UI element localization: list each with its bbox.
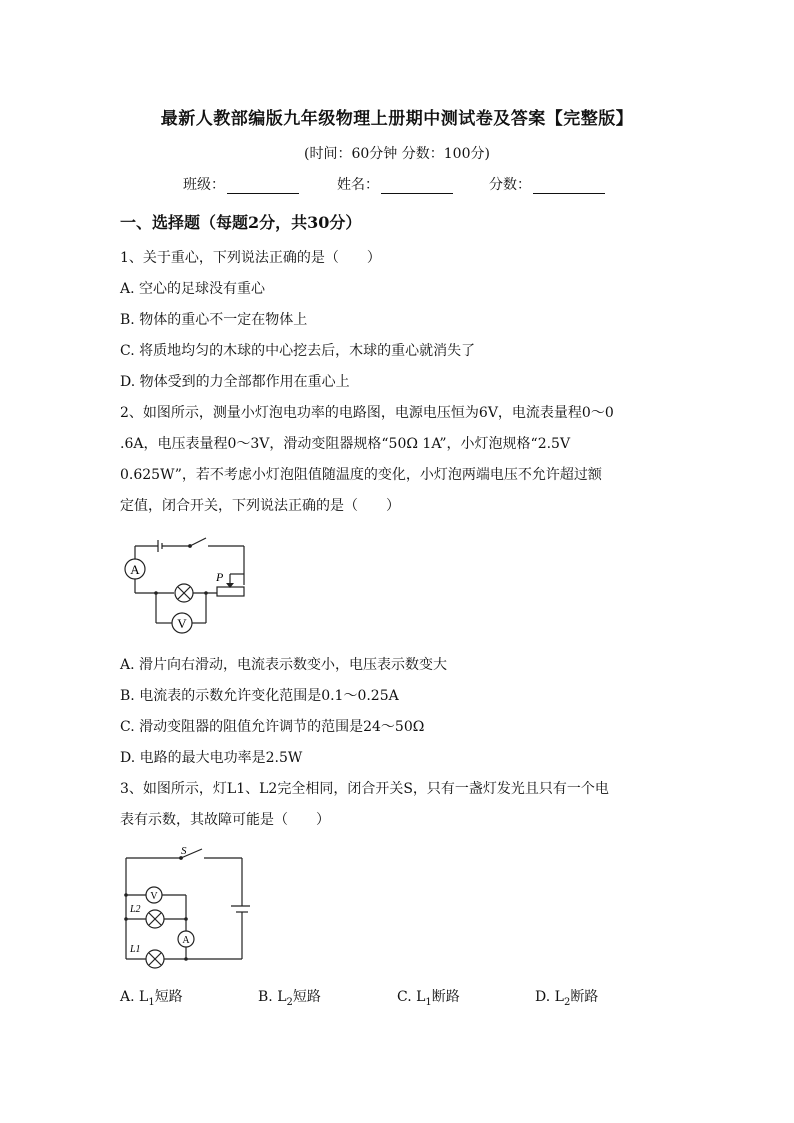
q2-option-c: C. 滑动变阻器的阻值允许调节的范围是24～50Ω xyxy=(120,719,425,735)
q2-stem-line-2: .6A，电压表量程0～3V，滑动变阻器规格“50Ω 1A”，小灯泡规格“2.5V xyxy=(120,436,571,452)
switch-label: S xyxy=(181,845,187,857)
q2-option-b: B. 电流表的示数允许变化范围是0.1～0.25A xyxy=(120,688,399,704)
q2-option-a: A. 滑片向右滑动，电流表示数变小，电压表示数变大 xyxy=(120,657,448,673)
slider-label: P xyxy=(216,570,224,584)
q3-circuit-diagram xyxy=(118,840,250,972)
name-field xyxy=(337,174,453,194)
q3-option-c: C. $L_1$断路 xyxy=(397,989,460,1008)
switch-blade xyxy=(190,538,206,546)
q2-circuit-diagram xyxy=(118,530,258,640)
q3-stem-line-1: 3、如图所示，灯L1、L2完全相同，闭合开关S，只有一盏灯发光且只有一个电 xyxy=(120,781,609,797)
name-label: 姓名： xyxy=(337,177,379,193)
q2-stem-line-1: 2、如图所示，测量小灯泡电功率的电路图，电源电压恒为6V，电流表量程0～0 xyxy=(120,405,614,421)
rheostat-body xyxy=(217,587,244,596)
ammeter-label: A xyxy=(130,562,140,577)
q2-stem-line-4: 定值，闭合开关，下列说法正确的是（ ） xyxy=(120,498,400,514)
voltmeter-label: V xyxy=(177,616,187,631)
exam-time-score: (时间：60分钟 分数：100分) xyxy=(304,146,490,162)
q1-option-c: C. 将质地均匀的木球的中心挖去后，木球的重心就消失了 xyxy=(120,343,476,359)
q2-option-d: D. 电路的最大电功率是2.5W xyxy=(120,750,303,766)
lamp-l2-label: L2 xyxy=(130,904,141,915)
q2-stem-line-3: 0.625W”，若不考虑小灯泡阻值随温度的变化，小灯泡两端电压不允许超过额 xyxy=(120,467,602,483)
lamp-l1-label: L1 xyxy=(130,944,141,955)
section-heading: 一、选择题（每题2分，共30分） xyxy=(120,213,362,232)
ammeter-label: A xyxy=(182,935,190,946)
score-label: 分数： xyxy=(489,177,531,193)
page-title: 最新人教部编版九年级物理上册期中测试卷及答案【完整版】 xyxy=(160,109,634,129)
class-field xyxy=(183,174,299,194)
score-field xyxy=(489,174,605,194)
class-label: 班级： xyxy=(183,177,225,193)
name-blank xyxy=(381,179,453,194)
q3-stem-line-2: 表有示数，其故障可能是（ ） xyxy=(120,812,330,828)
q3-option-b: B. $L_2$短路 xyxy=(258,989,321,1008)
class-blank xyxy=(227,179,299,194)
q1-option-b: B. 物体的重心不一定在物体上 xyxy=(120,312,308,328)
q3-option-d: D. $L_2$断路 xyxy=(535,989,599,1008)
voltmeter-label: V xyxy=(150,891,158,902)
score-blank xyxy=(533,179,605,194)
q1-option-a: A. 空心的足球没有重心 xyxy=(120,281,266,297)
q1-option-d: D. 物体受到的力全部都作用在重心上 xyxy=(120,374,350,390)
q1-stem: 1、关于重心，下列说法正确的是（ ） xyxy=(120,250,381,266)
q3-option-a: A. $L_1$短路 xyxy=(120,989,183,1008)
